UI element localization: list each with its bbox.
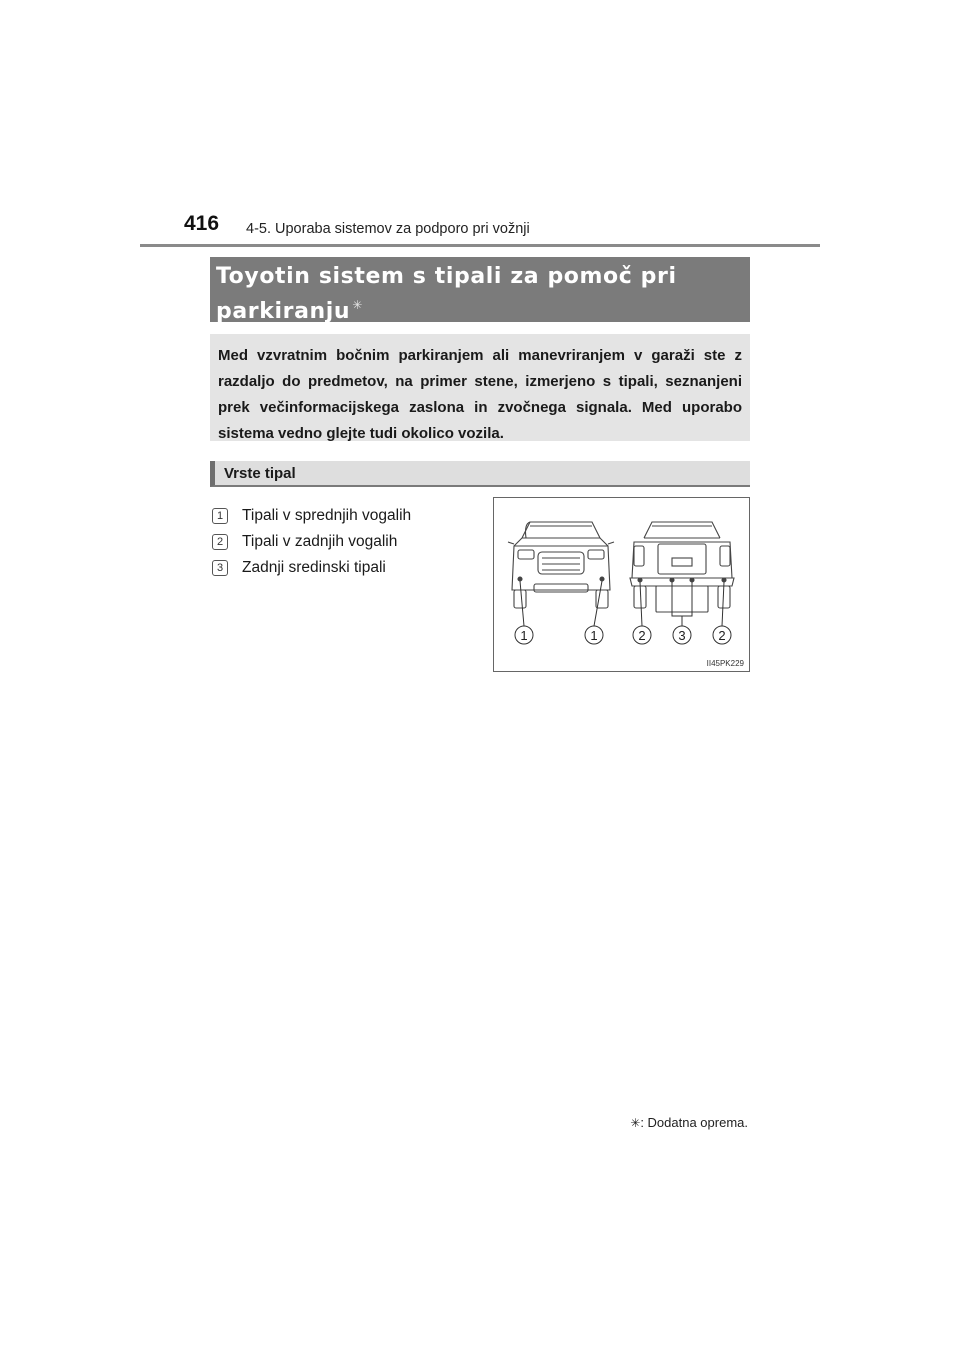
number-badge: 1 xyxy=(212,508,228,524)
callout-3-center xyxy=(673,626,691,644)
vehicle-diagram xyxy=(494,498,749,671)
page-number: 416 xyxy=(184,212,220,235)
sensor-label: Tipali v zadnjih vogalih xyxy=(242,533,398,550)
footnote xyxy=(630,1115,748,1130)
svg-text:2: 2 xyxy=(718,628,726,643)
sensor-list xyxy=(212,503,411,581)
sensor-label: Zadnji sredinski tipali xyxy=(242,559,386,576)
asterisk-star-icon: ✳ xyxy=(630,1116,641,1130)
sensor-label: Tipali v sprednjih vogalih xyxy=(242,507,412,524)
rear-view-vehicle xyxy=(630,522,734,612)
figure-id: II45PK229 xyxy=(706,659,744,668)
intro-paragraph: Med vzvratnim bočnim parkiranjem ali manevriranjem v garaži ste z razdaljo do predmetov, na primer stene, izmerjeno s tipali, seznanjeni prek večinformacijskega zaslona in zvočnega signala. Med uporabo sistema vedno glejte tudi okolico vozila. xyxy=(210,334,750,441)
callout-markers xyxy=(515,626,731,644)
callout-1-left xyxy=(515,626,533,644)
callout-leader-lines xyxy=(520,581,724,626)
section-breadcrumb: 4-5. Uporaba sistemov za podporo pri vožnji xyxy=(246,221,530,237)
callout-2-left xyxy=(633,626,651,644)
optional-equipment-star-icon: ✳ xyxy=(352,298,363,312)
list-item xyxy=(212,555,411,581)
list-item xyxy=(212,503,411,529)
svg-text:3: 3 xyxy=(678,628,686,643)
svg-text:2: 2 xyxy=(638,628,646,643)
list-item xyxy=(212,529,411,555)
header-divider xyxy=(140,244,820,247)
callout-1-right xyxy=(585,626,603,644)
callout-2-right xyxy=(713,626,731,644)
svg-text:1: 1 xyxy=(520,628,528,643)
number-badge: 2 xyxy=(212,534,228,550)
footnote-text: : Dodatna oprema. xyxy=(640,1115,748,1130)
front-view-vehicle xyxy=(508,522,614,608)
sensor-location-figure xyxy=(493,497,750,672)
subheading-sensor-types: Vrste tipal xyxy=(210,461,750,487)
section-title xyxy=(210,257,750,322)
number-badge: 3 xyxy=(212,560,228,576)
section-title-text: Toyotin sistem s tipali za pomoč pri parkiranju xyxy=(216,264,677,324)
svg-text:1: 1 xyxy=(590,628,598,643)
